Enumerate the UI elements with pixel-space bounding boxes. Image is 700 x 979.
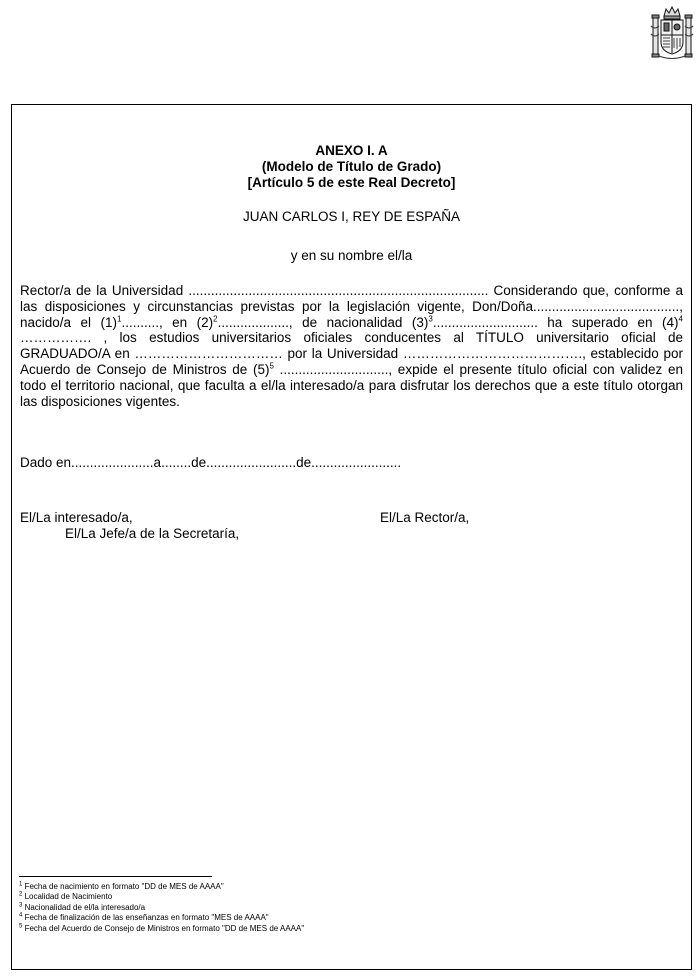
diploma-body-paragraph: Rector/a de la Universidad ................................................................................ Considerando que, conforme a las disposiciones y circunstancias previstas por la legislación vigente, Don/Doña......................................., nacido/a el $(1)^1$.........., en $(2)^2$..................., de nacionalidad $(3)^3$............................ ha superado en $(4)^4$ ……………. , los estudios universitarios oficiales conducentes al TÍTULO universitario oficial de GRADUADO/A en …………………………… por la Universidad …………………………………., establecido por Acuerdo de Consejo de Ministros de $(5)^5$ ............................., expide el presente título oficial con validez en todo el territorio nacional, que faculta a el/la interesado/a para disfrutar los derechos que a este título otorgan las disposiciones vigentes. <box>20 283 683 409</box>
dated-line: Dado en......................a........de........................de........................ <box>20 455 402 470</box>
footnote-separator <box>19 876 212 877</box>
annex-reference: [Artículo 5 de este Real Decreto] <box>247 175 456 190</box>
footnote-ref-2: 2 <box>213 314 218 324</box>
signature-interested: El/La interesado/a, <box>20 510 133 525</box>
signature-rector: El/La Rector/a, <box>380 510 470 525</box>
footnote-item: $^1$ Fecha de nacimiento en formato "DD de MES de AAAA" <box>19 881 224 891</box>
footnotes <box>19 882 304 934</box>
footnote-ref-1: 1 <box>116 314 122 324</box>
footnote-item: $^5$ Fecha del Acuerdo de Consejo de Ministros en formato "DD de MES de AAAA" <box>19 922 305 933</box>
issuer-king: JUAN CARLOS I, REY DE ESPAÑA <box>242 209 461 224</box>
footnote-ref-4: 4 <box>678 314 683 324</box>
footnote-item: $^2$ Localidad de Nacimiento <box>19 891 113 902</box>
footnote-ref-5: 5 <box>269 361 274 371</box>
coat-of-arms-icon <box>650 4 694 62</box>
issuer-on-behalf: y en su nombre el/la <box>290 248 413 263</box>
diploma-model-frame <box>11 104 692 970</box>
annex-title: ANEXO I. A <box>315 143 388 158</box>
footnote-ref-3: 3 <box>428 314 433 324</box>
signature-secretary: El/La Jefe/a de la Secretaría, <box>65 526 240 541</box>
footnote-item: $^4$ Fecha de finalización de las enseñanzas en formato "MES de AAAA" <box>19 912 269 923</box>
annex-subtitle: (Modelo de Título de Grado) <box>261 159 442 174</box>
footnote-item: $^3$ Nacionalidad de el/la interesado/a <box>19 902 146 912</box>
